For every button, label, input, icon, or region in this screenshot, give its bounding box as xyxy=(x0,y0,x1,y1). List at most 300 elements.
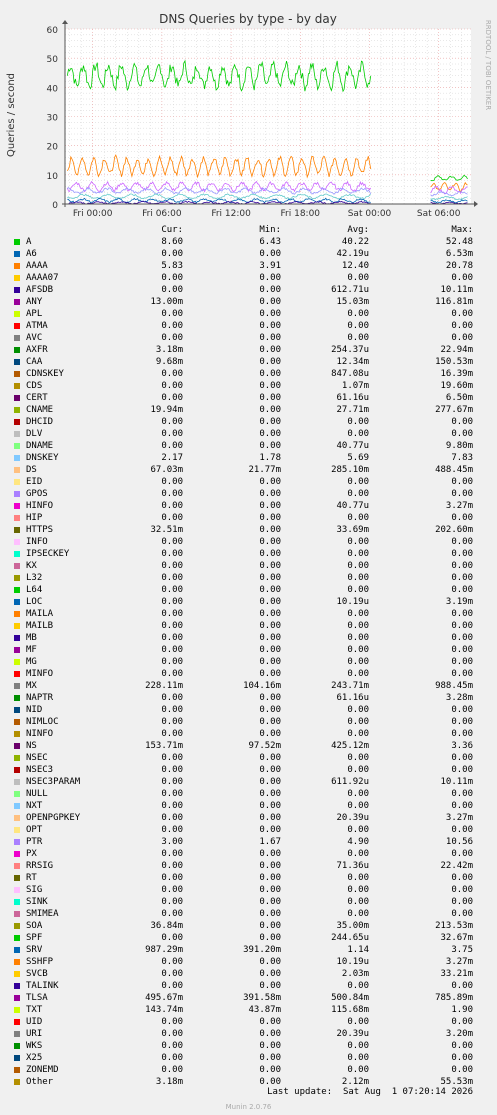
legend-avg: 847.08u xyxy=(331,369,369,379)
legend-max: 0.00 xyxy=(451,561,473,571)
legend-swatch xyxy=(14,827,20,833)
legend-min: 0.00 xyxy=(259,705,281,715)
legend-avg: 0.00 xyxy=(347,417,369,427)
legend-row xyxy=(0,248,497,260)
legend-row xyxy=(0,980,497,992)
legend-min: 43.87m xyxy=(248,1005,281,1015)
legend-row xyxy=(0,308,497,320)
legend-row xyxy=(0,668,497,680)
legend-name: EID xyxy=(26,477,43,487)
legend-avg: 0.00 xyxy=(347,873,369,883)
legend-avg: 0.00 xyxy=(347,789,369,799)
legend-min: 0.00 xyxy=(259,921,281,931)
legend-row xyxy=(0,344,497,356)
legend-name: INFO xyxy=(26,537,48,547)
legend-avg: 5.69 xyxy=(347,453,369,463)
legend-name: SINK xyxy=(26,897,48,907)
legend-cur: 19.94m xyxy=(150,405,183,415)
legend-name: AXFR xyxy=(26,345,48,355)
legend-avg: 4.90 xyxy=(347,837,369,847)
legend-max: 3.75 xyxy=(451,945,473,955)
legend-avg: 15.03m xyxy=(336,297,369,307)
legend-cur: 0.00 xyxy=(161,585,183,595)
legend-max: 0.00 xyxy=(451,645,473,655)
legend-swatch xyxy=(14,263,20,269)
legend-swatch xyxy=(14,767,20,773)
legend-swatch xyxy=(14,575,20,581)
legend-name: OPT xyxy=(26,825,43,835)
legend-min: 0.00 xyxy=(259,501,281,511)
legend-name: ATMA xyxy=(26,321,48,331)
legend-cur: 0.00 xyxy=(161,849,183,859)
legend-max: 3.28m xyxy=(445,693,473,703)
legend-swatch xyxy=(14,1043,20,1049)
legend-swatch xyxy=(14,431,20,437)
legend-min: 0.00 xyxy=(259,933,281,943)
legend-row xyxy=(0,680,497,692)
legend-name: CNAME xyxy=(26,405,54,415)
legend-avg: 42.19u xyxy=(336,249,369,259)
legend-avg: 0.00 xyxy=(347,765,369,775)
x-tick-label: Fri 18:00 xyxy=(280,209,321,219)
legend-name: PTR xyxy=(26,837,43,847)
legend-avg: 10.19u xyxy=(336,957,369,967)
legend-swatch xyxy=(14,887,20,893)
legend-name: CDNSKEY xyxy=(26,369,64,379)
legend-row xyxy=(0,836,497,848)
legend-swatch xyxy=(14,251,20,257)
legend-row xyxy=(0,608,497,620)
legend-row xyxy=(0,620,497,632)
legend-row xyxy=(0,272,497,284)
legend-swatch xyxy=(14,395,20,401)
legend-min: 0.00 xyxy=(259,957,281,967)
legend-cur: 0.00 xyxy=(161,933,183,943)
legend-swatch xyxy=(14,563,20,569)
legend-max: 7.83 xyxy=(451,453,473,463)
legend-avg: 0.00 xyxy=(347,429,369,439)
legend-cur: 0.00 xyxy=(161,285,183,295)
legend-cur: 0.00 xyxy=(161,597,183,607)
legend-row xyxy=(0,440,497,452)
legend-name: RRSIG xyxy=(26,861,54,871)
legend-cur: 0.00 xyxy=(161,369,183,379)
legend-name: NINFO xyxy=(26,729,54,739)
legend-cur: 13.00m xyxy=(150,297,183,307)
legend-cur: 3.18m xyxy=(155,345,183,355)
legend-max: 0.00 xyxy=(451,333,473,343)
legend-row xyxy=(0,992,497,1004)
legend-min: 0.00 xyxy=(259,969,281,979)
legend-name: ANY xyxy=(26,297,43,307)
legend-swatch xyxy=(14,347,20,353)
legend-row xyxy=(0,236,497,248)
legend-min: 0.00 xyxy=(259,561,281,571)
legend-cur: 0.00 xyxy=(161,729,183,739)
y-tick-labels xyxy=(47,26,59,211)
legend-name: TXT xyxy=(26,1005,43,1015)
legend-row xyxy=(0,320,497,332)
legend-max: 52.48 xyxy=(445,237,473,247)
legend-avg: 61.16u xyxy=(336,393,369,403)
legend-row xyxy=(0,752,497,764)
legend-swatch xyxy=(14,695,20,701)
legend-row xyxy=(0,452,497,464)
legend-cur: 8.60 xyxy=(161,237,183,247)
legend-name: AAAA xyxy=(26,261,48,271)
legend-swatch xyxy=(14,959,20,965)
legend-min: 0.00 xyxy=(259,801,281,811)
legend-name: OPENPGPKEY xyxy=(26,813,81,823)
y-tick-label: 60 xyxy=(46,26,58,36)
legend-min: 0.00 xyxy=(259,417,281,427)
legend-cur: 0.00 xyxy=(161,393,183,403)
legend-avg: 35.00m xyxy=(336,921,369,931)
legend-row xyxy=(0,524,497,536)
legend-avg: 0.00 xyxy=(347,825,369,835)
legend-min: 1.78 xyxy=(259,453,281,463)
legend-name: SVCB xyxy=(26,969,48,979)
x-tick-label: Fri 12:00 xyxy=(211,209,251,219)
legend-avg: 33.69m xyxy=(336,525,369,535)
legend-name: DNAME xyxy=(26,441,54,451)
legend-name: WKS xyxy=(26,1041,43,1051)
legend-swatch xyxy=(14,863,20,869)
legend-cur: 3.18m xyxy=(155,1077,183,1087)
legend-avg: 0.00 xyxy=(347,273,369,283)
legend-max: 9.80m xyxy=(445,441,473,451)
legend-min: 0.00 xyxy=(259,909,281,919)
legend-name: TALINK xyxy=(26,981,59,991)
legend-row xyxy=(0,332,497,344)
legend-row xyxy=(0,800,497,812)
dns-queries-chart xyxy=(0,0,497,225)
legend-min: 0.00 xyxy=(259,1065,281,1075)
legend-swatch xyxy=(14,515,20,521)
legend-row xyxy=(0,704,497,716)
legend-min: 0.00 xyxy=(259,393,281,403)
legend-min: 0.00 xyxy=(259,717,281,727)
legend-row xyxy=(0,1052,497,1064)
legend-avg: 2.12m xyxy=(341,1077,369,1087)
legend-avg: 0.00 xyxy=(347,753,369,763)
legend-avg: 0.00 xyxy=(347,489,369,499)
legend-row xyxy=(0,1004,497,1016)
legend-row xyxy=(0,920,497,932)
legend-min: 391.58m xyxy=(243,993,281,1003)
legend-avg: 0.00 xyxy=(347,321,369,331)
legend-row xyxy=(0,548,497,560)
legend-avg: 0.00 xyxy=(347,909,369,919)
legend-row xyxy=(0,728,497,740)
legend-swatch xyxy=(14,407,20,413)
legend-min: 0.00 xyxy=(259,897,281,907)
legend-name: AVC xyxy=(26,333,43,343)
legend-header-min: Min: xyxy=(259,225,281,235)
legend-row xyxy=(0,416,497,428)
legend-name: Other xyxy=(26,1077,54,1087)
legend-avg: 254.37u xyxy=(331,345,369,355)
y-tick-label: 10 xyxy=(46,171,58,182)
y-axis-label: Queries / second xyxy=(6,72,17,158)
legend-max: 0.00 xyxy=(451,909,473,919)
legend-swatch xyxy=(14,719,20,725)
legend-min: 0.00 xyxy=(259,573,281,583)
legend-avg: 0.00 xyxy=(347,885,369,895)
y-tick-label: 0 xyxy=(52,201,58,211)
legend-swatch xyxy=(14,947,20,953)
legend-min: 0.00 xyxy=(259,369,281,379)
legend-avg: 0.00 xyxy=(347,513,369,523)
legend-cur: 0.00 xyxy=(161,969,183,979)
legend-row xyxy=(0,488,497,500)
legend-cur: 0.00 xyxy=(161,693,183,703)
legend-min: 0.00 xyxy=(259,789,281,799)
legend-swatch xyxy=(14,671,20,677)
legend-avg: 0.00 xyxy=(347,717,369,727)
legend-swatch xyxy=(14,743,20,749)
legend-max: 0.00 xyxy=(451,1017,473,1027)
legend-max: 0.00 xyxy=(451,897,473,907)
legend-name: MB xyxy=(26,633,37,643)
legend-min: 0.00 xyxy=(259,585,281,595)
legend-cur: 0.00 xyxy=(161,633,183,643)
legend-cur: 3.00 xyxy=(161,837,183,847)
legend-min: 0.00 xyxy=(259,549,281,559)
legend-min: 0.00 xyxy=(259,537,281,547)
legend-swatch xyxy=(14,935,20,941)
legend-min: 0.00 xyxy=(259,285,281,295)
legend-name: NSEC xyxy=(26,753,48,763)
legend-swatch xyxy=(14,623,20,629)
legend-cur: 0.00 xyxy=(161,549,183,559)
legend-cur: 0.00 xyxy=(161,897,183,907)
legend-swatch xyxy=(14,527,20,533)
legend-name: HIP xyxy=(26,513,43,523)
legend-cur: 0.00 xyxy=(161,441,183,451)
legend-max: 10.11m xyxy=(440,777,473,787)
legend-swatch xyxy=(14,335,20,341)
legend-min: 0.00 xyxy=(259,765,281,775)
legend-max: 3.36 xyxy=(451,741,473,751)
legend-avg: 285.10m xyxy=(331,465,369,475)
legend-row xyxy=(0,848,497,860)
legend-name: GPOS xyxy=(26,489,48,499)
legend-swatch xyxy=(14,731,20,737)
legend-name: L32 xyxy=(26,573,43,583)
legend-cur: 32.51m xyxy=(150,525,183,535)
legend-max: 0.00 xyxy=(451,585,473,595)
legend-cur: 0.00 xyxy=(161,321,183,331)
x-tick-label: Sat 06:00 xyxy=(416,209,461,219)
legend-avg: 12.40 xyxy=(341,261,369,271)
legend-row xyxy=(0,644,497,656)
legend-max: 0.00 xyxy=(451,609,473,619)
legend-max: 0.00 xyxy=(451,549,473,559)
legend-min: 0.00 xyxy=(259,1041,281,1051)
legend-swatch xyxy=(14,911,20,917)
legend-row xyxy=(0,356,497,368)
legend-max: 0.00 xyxy=(451,321,473,331)
legend-swatch xyxy=(14,539,20,545)
legend-max: 0.00 xyxy=(451,981,473,991)
legend-avg: 0.00 xyxy=(347,537,369,547)
legend-max: 0.00 xyxy=(451,753,473,763)
legend-min: 0.00 xyxy=(259,273,281,283)
legend-name: SPF xyxy=(26,933,43,943)
legend-row xyxy=(0,572,497,584)
legend-avg: 0.00 xyxy=(347,645,369,655)
legend-max: 988.45m xyxy=(435,681,473,691)
legend-max: 488.45m xyxy=(435,465,473,475)
legend-avg: 0.00 xyxy=(347,981,369,991)
legend-swatch xyxy=(14,659,20,665)
legend-max: 0.00 xyxy=(451,309,473,319)
legend-name: MF xyxy=(26,645,37,655)
legend-min: 0.00 xyxy=(259,513,281,523)
legend-cur: 0.00 xyxy=(161,861,183,871)
legend-min: 0.00 xyxy=(259,1053,281,1063)
legend-cur: 0.00 xyxy=(161,1017,183,1027)
x-tick-labels xyxy=(73,209,461,219)
legend-avg: 0.00 xyxy=(347,585,369,595)
legend-cur: 0.00 xyxy=(161,705,183,715)
legend-min: 0.00 xyxy=(259,645,281,655)
legend-min: 0.00 xyxy=(259,525,281,535)
legend-swatch xyxy=(14,299,20,305)
legend-cur: 0.00 xyxy=(161,957,183,967)
legend-avg: 611.92u xyxy=(331,777,369,787)
legend-min: 0.00 xyxy=(259,657,281,667)
legend-name: SSHFP xyxy=(26,957,54,967)
legend-avg: 1.14 xyxy=(347,945,369,955)
legend-swatch xyxy=(14,611,20,617)
legend-max: 0.00 xyxy=(451,273,473,283)
legend-name: NID xyxy=(26,705,43,715)
legend-row xyxy=(0,560,497,572)
legend-min: 0.00 xyxy=(259,381,281,391)
legend-cur: 0.00 xyxy=(161,477,183,487)
legend-cur: 0.00 xyxy=(161,1041,183,1051)
rrdtool-watermark: RRDTOOL / TOBI OETIKER xyxy=(484,19,492,111)
legend-cur: 0.00 xyxy=(161,909,183,919)
legend-avg: 0.00 xyxy=(347,729,369,739)
legend-max: 33.21m xyxy=(440,969,473,979)
legend-row xyxy=(0,368,497,380)
legend-swatch xyxy=(14,467,20,473)
legend-swatch xyxy=(14,1055,20,1061)
legend-min: 0.00 xyxy=(259,1029,281,1039)
legend-min: 0.00 xyxy=(259,441,281,451)
legend-cur: 9.68m xyxy=(155,357,183,367)
legend-cur: 0.00 xyxy=(161,789,183,799)
legend-cur: 0.00 xyxy=(161,1065,183,1075)
legend-min: 391.20m xyxy=(243,945,281,955)
legend-cur: 0.00 xyxy=(161,981,183,991)
legend-name: ZONEMD xyxy=(26,1065,59,1075)
legend-avg: 0.00 xyxy=(347,849,369,859)
legend-row xyxy=(0,692,497,704)
legend-avg: 71.36u xyxy=(336,861,369,871)
legend-avg: 0.00 xyxy=(347,801,369,811)
legend-cur: 0.00 xyxy=(161,645,183,655)
legend-min: 0.00 xyxy=(259,849,281,859)
legend-name: DHCID xyxy=(26,417,54,427)
legend-avg: 0.00 xyxy=(347,1053,369,1063)
legend-swatch xyxy=(14,419,20,425)
y-axis-arrow xyxy=(62,20,68,24)
legend-max: 0.00 xyxy=(451,1053,473,1063)
legend-max: 1.90 xyxy=(451,1005,473,1015)
legend-cur: 0.00 xyxy=(161,573,183,583)
legend-min: 0.00 xyxy=(259,333,281,343)
legend-max: 0.00 xyxy=(451,789,473,799)
legend-avg: 0.00 xyxy=(347,333,369,343)
legend-swatch xyxy=(14,791,20,797)
legend-name: MAILA xyxy=(26,609,54,619)
legend-cur: 0.00 xyxy=(161,765,183,775)
legend-name: A6 xyxy=(26,249,37,259)
legend-row xyxy=(0,656,497,668)
legend-swatch xyxy=(14,359,20,365)
legend-avg: 40.77u xyxy=(336,441,369,451)
legend-row xyxy=(0,536,497,548)
legend-row xyxy=(0,584,497,596)
legend-avg: 0.00 xyxy=(347,669,369,679)
legend-min: 0.00 xyxy=(259,813,281,823)
y-tick-label: 30 xyxy=(46,113,58,124)
legend-avg: 10.19u xyxy=(336,597,369,607)
legend-row xyxy=(0,788,497,800)
legend-avg: 2.03m xyxy=(341,969,369,979)
legend-swatch xyxy=(14,503,20,509)
legend-avg: 425.12m xyxy=(331,741,369,751)
last-update-text: Last update: Sat Aug 1 07:20:14 2026 xyxy=(267,1087,473,1097)
legend-max: 55.53m xyxy=(440,1077,473,1087)
legend-avg: 20.39u xyxy=(336,813,369,823)
legend-max: 0.00 xyxy=(451,489,473,499)
x-tick-label: Fri 06:00 xyxy=(142,209,182,219)
x-tick-label: Fri 00:00 xyxy=(72,209,113,219)
legend-cur: 0.00 xyxy=(161,1029,183,1039)
legend-max: 6.53m xyxy=(445,249,473,259)
legend-min: 0.00 xyxy=(259,621,281,631)
legend-name: LOC xyxy=(26,597,43,607)
legend-name: DNSKEY xyxy=(26,453,59,463)
legend-swatch xyxy=(14,995,20,1001)
legend-name: NIMLOC xyxy=(26,717,59,727)
legend-min: 0.00 xyxy=(259,729,281,739)
legend-row xyxy=(0,944,497,956)
legend-swatch xyxy=(14,491,20,497)
legend-name: AAAA07 xyxy=(26,273,59,283)
y-tick-label: 20 xyxy=(46,142,58,153)
y-tick-label: 50 xyxy=(46,55,58,66)
legend-row xyxy=(0,776,497,788)
legend-row xyxy=(0,908,497,920)
legend-min: 0.00 xyxy=(259,321,281,331)
legend-max: 19.60m xyxy=(440,381,473,391)
legend-swatch xyxy=(14,779,20,785)
legend-avg: 0.00 xyxy=(347,561,369,571)
legend-max: 10.11m xyxy=(440,285,473,295)
legend-min: 0.00 xyxy=(259,489,281,499)
legend-max: 0.00 xyxy=(451,765,473,775)
legend-min: 0.00 xyxy=(259,309,281,319)
legend-max: 0.00 xyxy=(451,825,473,835)
legend-avg: 0.00 xyxy=(347,657,369,667)
legend-row xyxy=(0,596,497,608)
